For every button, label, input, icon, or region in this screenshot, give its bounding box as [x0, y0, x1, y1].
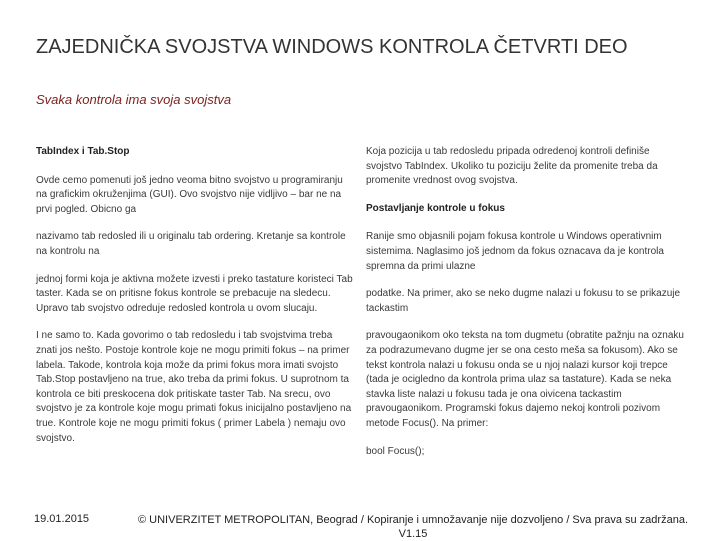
slide-title: ZAJEDNIČKA SVOJSTVA WINDOWS KONTROLA ČETVRTI DEO	[36, 36, 628, 58]
right-intro: Koja pozicija u tab redosledu pripada odredenoj kontroli definiše svojstvo TabIndex. Ukoliko tu poziciju želite da promenite treba da promenite vrednost ovog svojstva.	[366, 146, 658, 187]
left-paragraph: Ovde cemo pomenuti još jedno veoma bitno svojstvo u programiranju na grafickim okruženjima (GUI). Ovo svojstvo nije vidljivo – bar ne na prvi pogled. Obicno ga	[36, 174, 343, 215]
left-paragraph: I ne samo to. Kada govorimo o tab redosledu i tab svojstvima treba znati jos nešto. Postoje kontrole koje ne mogu primiti fokus – na primer labela. Takode, kontrola koja može da primi fokus mora imati svojsto Tab.Stop postavljeno na true, ako treba da primi fokus. U suprotnom ta kontrola ce biti preskocena dok pritiskate taster Tab. Na srecu, ovo svojstvo je za kontrole koje mogu primati fokus inicijalno postavljeno na true. Kontrole koje ne mogu primiti fokus ( primer Labela ) nemaju ovo svojstvo.	[36, 330, 352, 444]
footer-copyright: © UNIVERZITET METROPOLITAN, Beograd / Kopiranje i umnožavanje nije dozvoljeno / Sva prava su zadržana. V1.15	[138, 514, 688, 540]
left-column	[36, 145, 354, 459]
right-paragraph: Ranije smo objasnili pojam fokusa kontrole u Windows operativnim sistemima. Naglasimo još jednom da fokus oznacava da je kontrola spremna da primi ulazne	[366, 231, 664, 272]
right-heading: Postavljanje kontrole u fokus	[366, 202, 505, 214]
left-heading: TabIndex i Tab.Stop	[36, 146, 130, 157]
footer-date: 19.01.2015	[34, 513, 90, 525]
right-paragraph: pravougaonikom oko teksta na tom dugmetu (obratite pažnju na oznaku za podrazumevano dugme jer se ona cesto meša sa fokusom). Ako se tekst kontrola nalazi u fokusu onda se u njoj nalazi kursor koji trepce (tada je ocigledno da kontrola prima ulaz sa tastature). Kada se neka stavka liste nalazi u fokusu tada je ona oivicena tackastim pravougaonikom. Programski fokus dajemo nekoj kontroli pozivom metode Focus(). Na primer:	[366, 330, 684, 429]
left-paragraph: nazivamo tab redosled ili u originalu tab ordering. Kretanje sa kontrole na kontrolu na	[36, 231, 346, 257]
right-paragraph: podatke. Na primer, ako se neko dugme nalazi u fokusu to se prikazuje tackastim	[366, 288, 681, 314]
slide-subtitle: Svaka kontrola ima svoja svojstva	[36, 92, 232, 107]
left-paragraph: jednoj formi koja je aktivna možete izvesti i preko tastature koristeci Tab taster. Kada se on pritisne fokus kontrole se prebacuje na sledecu. Upravo tab svojstvo odreduje redosled kontrola u ovom slucaju.	[36, 273, 353, 314]
code-example: bool Focus();	[366, 445, 425, 457]
right-column	[366, 145, 686, 472]
